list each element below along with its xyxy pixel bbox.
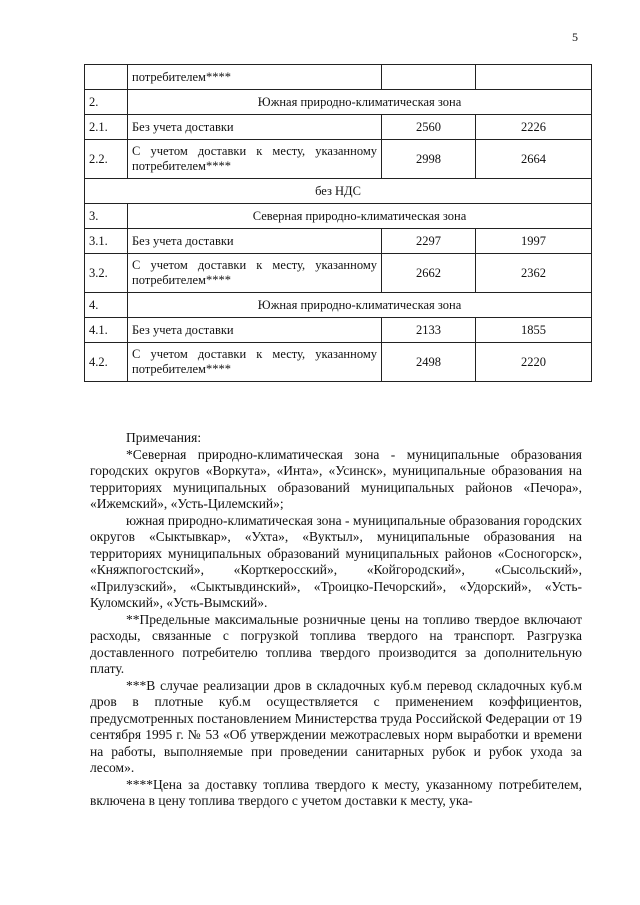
row-name-cell: Без учета доставки [128, 115, 382, 140]
table-row [85, 115, 592, 140]
row-number-cell: 3.2. [85, 254, 128, 293]
price-cell-2: 2220 [476, 343, 592, 382]
price-cell-1: 2133 [382, 318, 476, 343]
table-row [85, 179, 592, 204]
section-number-cell: 3. [85, 204, 128, 229]
section-label-cell: Северная природно-климатическая зона [128, 204, 592, 229]
price-cell-2 [476, 65, 592, 90]
row-name-cell: С учетом доставки к месту, указанному потребителем**** [128, 140, 382, 179]
price-cell-1 [382, 65, 476, 90]
note-paragraph: **Предельные максимальные розничные цены на топливо твердое включают расходы, связанные с погрузкой топлива твердого на транспорт. Разгрузка доставленного потребителю топлива твердого производится за дополнительную плату. [90, 611, 582, 676]
row-number-cell [85, 65, 128, 90]
table-row [85, 318, 592, 343]
note-paragraph: южная природно-климатическая зона - муниципальные образования городских округов «Сыктывкар», «Ухта», «Вуктыл», муниципальные образования на территориях муниципальных образований муниципальных районов «Сосногорск», «Княжпогостский», «Корткеросский», «Койгородский», «Сысольский», «Прилузский», «Сыктывдинский», «Троицко-Печорский», «Удорский», «Усть-Куломский», «Усть-Вымский». [90, 512, 582, 610]
notes-title: Примечания: [126, 430, 202, 445]
price-cell-1: 2498 [382, 343, 476, 382]
price-cell-1: 2560 [382, 115, 476, 140]
row-number-cell: 2.1. [85, 115, 128, 140]
table-row [85, 90, 592, 115]
section-label-cell: Южная природно-климатическая зона [128, 293, 592, 318]
price-cell-2: 1855 [476, 318, 592, 343]
price-table-body [85, 65, 592, 382]
table-row [85, 343, 592, 382]
row-number-cell: 3.1. [85, 229, 128, 254]
row-name-cell: С учетом доставки к месту, указанному потребителем**** [128, 343, 382, 382]
row-name-cell: потребителем**** [128, 65, 382, 90]
row-name-cell: Без учета доставки [128, 229, 382, 254]
row-name-cell: С учетом доставки к месту, указанному потребителем**** [128, 254, 382, 293]
section-number-cell: 4. [85, 293, 128, 318]
section-label-cell: Южная природно-климатическая зона [128, 90, 592, 115]
note-paragraph: *Северная природно-климатическая зона - муниципальные образования городских округов «Воркута», «Инта», «Усинск», муниципальные образования на территориях муниципальных образований муниципальных районов «Печора», «Ижемский», «Усть-Цилемский»; [90, 446, 582, 511]
price-cell-1: 2297 [382, 229, 476, 254]
table-row [85, 254, 592, 293]
full-width-label-cell: без НДС [85, 179, 592, 204]
note-paragraph: ***В случае реализации дров в складочных куб.м перевод складочных куб.м дров в плотные куб.м осуществляется с применением коэффициентов, предусмотренных постановлением Министерства труда Российской Федерации от 19 сентября 1995 г. № 53 «Об утверждении межотраслевых норм выработки и времени на работы, выполняемые при проведении санитарных рубок и рубок ухода за лесом». [90, 677, 582, 775]
page-number: 5 [572, 30, 578, 44]
table-row [85, 229, 592, 254]
row-number-cell: 2.2. [85, 140, 128, 179]
table-row [85, 65, 592, 90]
price-cell-1: 2662 [382, 254, 476, 293]
table-row [85, 204, 592, 229]
price-cell-2: 1997 [476, 229, 592, 254]
price-cell-2: 2226 [476, 115, 592, 140]
price-cell-2: 2362 [476, 254, 592, 293]
row-number-cell: 4.1. [85, 318, 128, 343]
row-number-cell: 4.2. [85, 343, 128, 382]
row-name-cell: Без учета доставки [128, 318, 382, 343]
price-cell-2: 2664 [476, 140, 592, 179]
table-row [85, 293, 592, 318]
notes-section [90, 430, 582, 810]
table-row [85, 140, 592, 179]
price-cell-1: 2998 [382, 140, 476, 179]
price-table [84, 64, 592, 382]
section-number-cell: 2. [85, 90, 128, 115]
note-paragraph: ****Цена за доставку топлива твердого к месту, указанному потребителем, включена в цену топлива твердого с учетом доставки к месту, ука- [90, 776, 582, 808]
